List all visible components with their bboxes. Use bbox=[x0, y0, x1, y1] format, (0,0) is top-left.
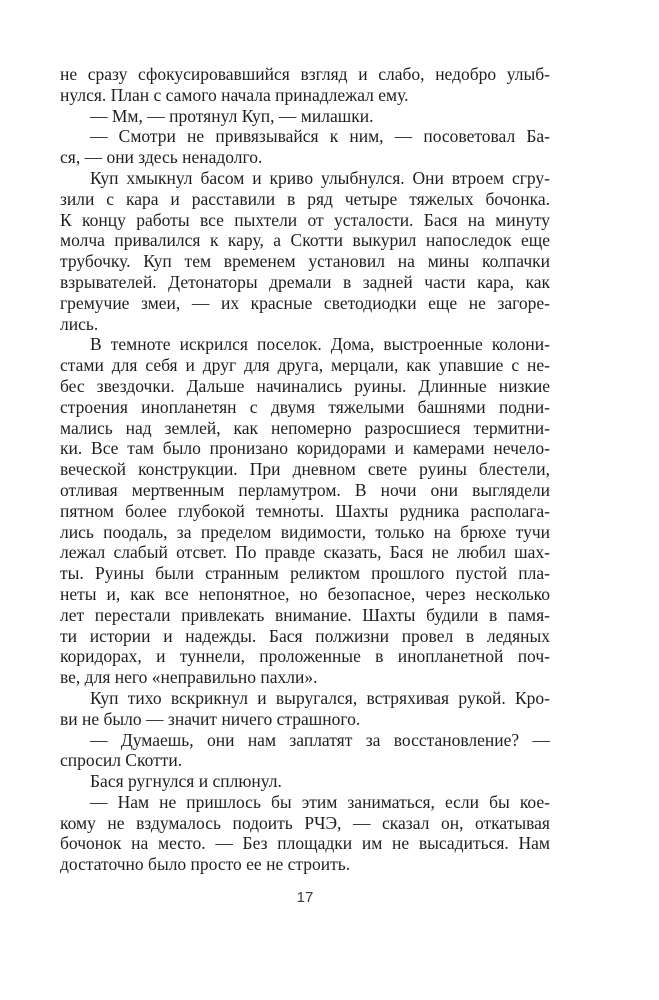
paragraph bbox=[60, 688, 550, 730]
page-text bbox=[60, 64, 550, 875]
text-line: лись. bbox=[60, 313, 99, 334]
text-line: спросил Скотти. bbox=[60, 750, 183, 771]
text-line: Куп тихо вскрикнул и выругался, встряхивая рукой. Кро- bbox=[90, 687, 550, 708]
paragraph bbox=[60, 64, 550, 106]
text-line: веческой конструкции. При дневном свете руины блестели, bbox=[60, 459, 550, 480]
text-line: ви не было — значит ничего страшного. bbox=[60, 708, 361, 729]
paragraph bbox=[60, 771, 550, 792]
text-line: В темноте искрился поселок. Дома, выстроенные колони- bbox=[90, 334, 550, 355]
text-line: нулся. План с самого начала принадлежал ему. bbox=[60, 84, 409, 105]
text-line: не сразу сфокусировавшийся взгляд и слабо, недобро улыб- bbox=[60, 64, 550, 84]
page-number: 17 bbox=[296, 889, 314, 906]
text-line: гремучие змеи, — их красные светодиодки еще не загоре- bbox=[60, 292, 550, 313]
text-line: бес звездочки. Дальше начинались руины. Длинные низкие bbox=[60, 375, 550, 396]
text-line: К концу работы все пыхтели от усталости. Бася на минуту bbox=[60, 209, 550, 230]
text-line: — Смотри не привязывайся к ним, — посоветовал Ба- bbox=[90, 126, 550, 147]
text-line: мались над землей, как непомерно разросшиеся термитни- bbox=[60, 417, 550, 438]
text-line: бочонок на место. — Без площадки им не высадиться. Нам bbox=[60, 833, 550, 854]
paragraph bbox=[60, 168, 550, 334]
text-line: Куп хмыкнул басом и криво улыбнулся. Они втроем сгру- bbox=[90, 167, 550, 188]
text-line: коридорах, и туннели, проложенные в инопланетной поч- bbox=[60, 646, 550, 667]
text-line: ки. Все там было пронизано коридорами и камерами нечело- bbox=[60, 438, 550, 459]
paragraph bbox=[60, 334, 550, 688]
paragraph bbox=[60, 792, 550, 875]
paragraph bbox=[60, 730, 550, 772]
text-line: взрывателей. Детонаторы дремали в задней части кара, как bbox=[60, 271, 550, 292]
text-line: стами для себя и друг для друга, мерцали, как упавшие с не- bbox=[60, 355, 550, 376]
text-line: молча привалился к кару, а Скотти выкурил напоследок еще bbox=[60, 230, 550, 251]
text-line: пятном более глубокой темноты. Шахты рудника располага- bbox=[60, 500, 550, 521]
text-line: достаточно было просто ее не строить. bbox=[60, 854, 351, 875]
text-line: строения инопланетян с двумя тяжелыми башнями подни- bbox=[60, 396, 550, 417]
text-line: неты и, как все непонятное, но безопасное, через несколько bbox=[60, 583, 550, 604]
text-line: ты. Руины были странным реликтом прошлого пустой пла- bbox=[60, 563, 550, 584]
text-line: лежал слабый отсвет. По правде сказать, Бася не любил шах- bbox=[60, 542, 550, 563]
text-line: — Нам не пришлось бы этим заниматься, если бы кое- bbox=[90, 791, 550, 812]
text-line: — Думаешь, они нам заплатят за восстановление? — bbox=[90, 729, 550, 750]
text-line: ти истории и надежды. Бася полжизни провел в ледяных bbox=[60, 625, 550, 646]
text-line: лись поодаль, за пределом видимости, только на брюхе тучи bbox=[60, 521, 550, 542]
paragraph bbox=[60, 106, 550, 127]
text-line: кому не вздумалось подоить РЧЭ, — сказал он, откатывая bbox=[60, 812, 550, 833]
text-line: ся, — они здесь ненадолго. bbox=[60, 147, 263, 168]
text-line: лет перестали привлекать внимание. Шахты будили в памя- bbox=[60, 604, 550, 625]
paragraph bbox=[60, 126, 550, 168]
text-line: отливая мертвенным перламутром. В ночи они выглядели bbox=[60, 479, 550, 500]
text-line: зили с кара и расставили в ряд четыре тяжелых бочонка. bbox=[60, 188, 550, 209]
text-line: ве, для него «неправильно пахли». bbox=[60, 667, 318, 688]
text-line: Бася ругнулся и сплюнул. bbox=[90, 771, 282, 792]
text-line: трубочку. Куп тем временем установил на мины колпачки bbox=[60, 251, 550, 272]
text-line: — Мм, — протянул Куп, — милашки. bbox=[90, 105, 374, 126]
